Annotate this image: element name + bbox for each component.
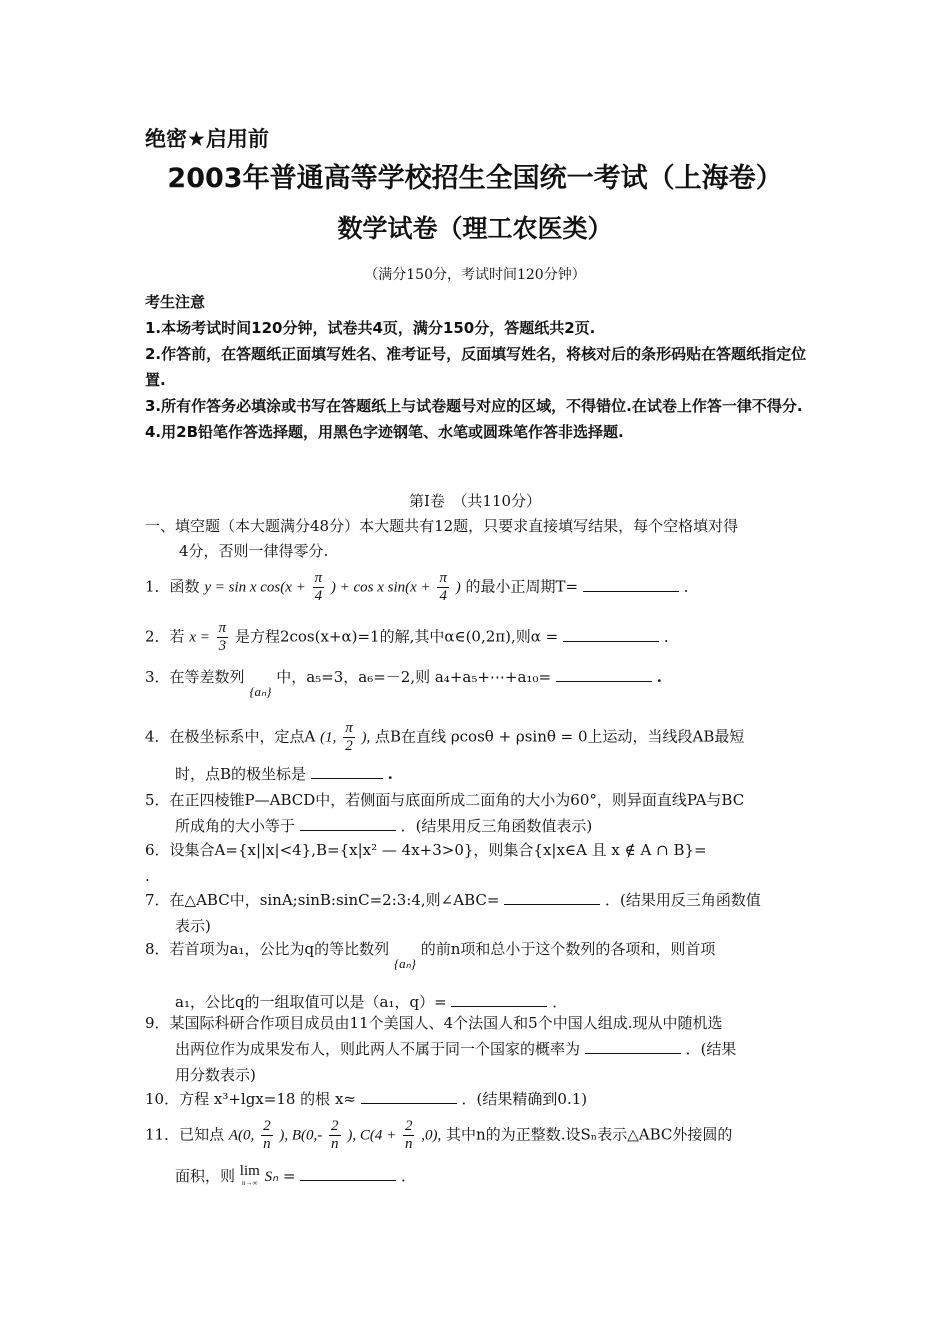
q4-mid: 点B在直线 ρcosθ + ρsinθ = 0上运动，当线段AB最短 bbox=[375, 727, 745, 746]
q7-line1-end: ．(结果用反三角函数值 bbox=[604, 891, 761, 909]
q11-expr: ), C(4 + bbox=[347, 1127, 397, 1144]
answer-blank[interactable] bbox=[300, 814, 396, 831]
q8-line2-text: a₁，公比q的一组取值可以是（a₁，q）= bbox=[175, 993, 447, 1011]
question-9 bbox=[145, 1010, 810, 1088]
answer-blank[interactable] bbox=[583, 575, 679, 592]
q9-line1: 9．某国际科研合作项目成员由11个美国人、4个法国人和5个中国人组成.现从中随机选 bbox=[145, 1014, 723, 1032]
q7-line1 bbox=[145, 887, 810, 913]
notice-item: 2.作答前，在答题纸正面填写姓名、准考证号，反面填写姓名，将核对后的条形码贴在答题纸指定位置. bbox=[145, 345, 807, 389]
question-6 bbox=[145, 837, 810, 889]
numerator: 2 bbox=[263, 1118, 271, 1134]
numerator: π bbox=[345, 720, 353, 736]
denominator: 3 bbox=[218, 638, 227, 654]
fraction bbox=[403, 1118, 415, 1153]
numerator: π bbox=[439, 570, 447, 586]
notice-item: 3.所有作答务必填涂或书写在答题纸上与试卷题号对应的区域，不得错位.在试卷上作答一律不得分. bbox=[145, 397, 803, 415]
numerator: 2 bbox=[331, 1118, 339, 1134]
answer-blank[interactable] bbox=[361, 1087, 457, 1104]
sequence-symbol: {aₙ} bbox=[393, 956, 416, 971]
question-1 bbox=[145, 570, 810, 605]
q4-expr: ), bbox=[361, 729, 371, 746]
denominator: n bbox=[331, 1136, 339, 1152]
question-4 bbox=[145, 720, 810, 787]
q2-end: ． bbox=[663, 627, 679, 646]
section-line: 一、填空题（本大题满分48分）本大题共有12题，只要求直接填写结果，每个空格填对得 bbox=[145, 517, 739, 535]
fraction bbox=[217, 620, 229, 655]
q1-expr: ) bbox=[455, 579, 461, 596]
question-2 bbox=[145, 620, 810, 655]
denominator: n bbox=[263, 1136, 271, 1152]
q11-line2 bbox=[145, 1163, 810, 1190]
q6-line2: . bbox=[145, 867, 150, 885]
q1-post: 的最小正周期T= bbox=[465, 577, 579, 596]
answer-blank[interactable] bbox=[504, 888, 600, 905]
fraction bbox=[437, 570, 449, 605]
question-10 bbox=[145, 1086, 810, 1112]
q11-line1 bbox=[145, 1118, 810, 1153]
q9-line2 bbox=[145, 1036, 810, 1062]
fraction bbox=[313, 570, 325, 605]
answer-blank[interactable] bbox=[563, 625, 659, 642]
q9-line2-end: ．(结果 bbox=[685, 1040, 737, 1058]
q11-end: ． bbox=[401, 1167, 417, 1185]
q8-pre: 8．若首项为a₁，公比为q的等比数列 bbox=[145, 940, 390, 958]
answer-blank[interactable] bbox=[585, 1037, 681, 1054]
answer-blank[interactable] bbox=[311, 762, 383, 779]
q10-pre: 10．方程 x³+lgx=18 的根 x≈ bbox=[145, 1090, 356, 1108]
numerator: π bbox=[314, 570, 323, 586]
q4-end: . bbox=[387, 765, 393, 783]
q11-expr: ), B(0,- bbox=[279, 1127, 323, 1144]
denominator: 4 bbox=[439, 588, 447, 604]
q1-expr: y = sin x cos(x + bbox=[204, 579, 306, 596]
fraction bbox=[329, 1118, 341, 1153]
q8-end: ． bbox=[552, 993, 568, 1011]
notice-item: 4.用2B铅笔作答选择题，用黑色字迹钢笔、水笔或圆珠笔作答非选择题. bbox=[145, 423, 624, 441]
q11-expr: A(0, bbox=[228, 1127, 255, 1144]
question-7 bbox=[145, 887, 810, 939]
section-heading bbox=[145, 514, 810, 564]
denominator: 4 bbox=[314, 588, 323, 604]
numerator: 2 bbox=[404, 1118, 413, 1134]
q4-pre: 4．在极坐标系中，定点A bbox=[145, 727, 316, 746]
notice-block bbox=[145, 289, 810, 445]
fraction bbox=[343, 720, 355, 755]
q7-line2: 表示) bbox=[175, 917, 211, 935]
lim-label: lim bbox=[239, 1163, 260, 1179]
limit-symbol bbox=[240, 1164, 260, 1187]
q5-line2 bbox=[145, 813, 810, 839]
q1-expr: ) + cos x sin(x + bbox=[330, 579, 431, 596]
q4-line2 bbox=[145, 761, 810, 787]
q2-mid: 是方程2cos(x+α)=1的解,其中α∈(0,2π),则α = bbox=[234, 627, 559, 646]
q3-end: . bbox=[656, 668, 662, 686]
sequence-symbol: {aₙ} bbox=[249, 684, 272, 699]
q11-pre: 11．已知点 bbox=[145, 1125, 225, 1144]
answer-blank[interactable] bbox=[556, 665, 652, 682]
numerator: π bbox=[218, 620, 227, 636]
q3-pre: 3．在等差数列 bbox=[145, 668, 245, 686]
q9-line3: 用分数表示) bbox=[175, 1066, 256, 1084]
q9-line2-text: 出两位作为成果发布人，则此两人不属于同一个国家的概率为 bbox=[175, 1040, 581, 1058]
sn-symbol: Sₙ bbox=[264, 1169, 279, 1185]
notice-item: 1.本场考试时间120分钟，试卷共4页，满分150分，答题纸共2页. bbox=[145, 319, 596, 337]
denominator: n bbox=[404, 1136, 413, 1152]
secret-label: 绝密★启用前 bbox=[145, 127, 269, 151]
q6-text: 6．设集合A={x||x|<4},B={x|x² — 4x+3>0}，则集合{x|x∈A 且 x ∉ A ∩ B}= bbox=[145, 841, 707, 859]
answer-blank[interactable] bbox=[451, 990, 547, 1007]
notice-heading: 考生注意 bbox=[145, 293, 206, 311]
q7-line1-text: 7．在△ABC中，sinA;sinB:sinC=2:3:4,则∠ABC= bbox=[145, 891, 500, 909]
equals: = bbox=[282, 1167, 296, 1185]
q11-post: 其中n的为正整数.设Sₙ表示△ABC外接圆的 bbox=[446, 1125, 733, 1144]
q8-line1 bbox=[145, 936, 810, 977]
q2-pre: 2．若 bbox=[145, 627, 185, 646]
question-11 bbox=[145, 1118, 810, 1190]
fraction bbox=[261, 1118, 273, 1153]
question-8 bbox=[145, 936, 810, 1015]
q4-expr: (1, bbox=[320, 729, 337, 746]
question-5 bbox=[145, 787, 810, 839]
score-time: （满分150分，考试时间120分钟） bbox=[364, 267, 586, 283]
exam-title: 2003年普通高等学校招生全国统一考试（上海卷） bbox=[167, 163, 783, 194]
denominator: 2 bbox=[345, 738, 353, 754]
q1-end: ． bbox=[683, 577, 699, 596]
q3-mid: 中，a₅=3，a₆=－2,则 a₄+a₅+⋯+a₁₀= bbox=[276, 668, 552, 686]
q2-expr: x = bbox=[189, 629, 210, 646]
q5-line1: 5．在正四棱锥P—ABCD中，若侧面与底面所成二面角的大小为60°，则异面直线PA与BC bbox=[145, 791, 745, 809]
q1-pre: 1．函数 bbox=[145, 577, 200, 596]
q8-post: 的前n项和总小于这个数列的各项和，则首项 bbox=[420, 940, 716, 958]
q5-end: ．(结果用反三角函数值表示) bbox=[400, 817, 593, 835]
q5-line2-text: 所成角的大小等于 bbox=[175, 817, 296, 835]
lim-subscript: n→∞ bbox=[242, 1179, 258, 1187]
q10-end: ．(结果精确到0.1) bbox=[461, 1090, 588, 1108]
question-3 bbox=[145, 664, 810, 705]
section-line: 4分，否则一律得零分. bbox=[179, 542, 329, 560]
answer-blank[interactable] bbox=[300, 1164, 396, 1181]
q4-line1 bbox=[145, 720, 810, 755]
q11-expr: ,0), bbox=[421, 1127, 442, 1144]
q11-line2-text: 面积，则 bbox=[175, 1167, 236, 1185]
exam-subtitle: 数学试卷（理工农医类） bbox=[337, 214, 613, 243]
part-heading: 第Ⅰ卷 （共110分） bbox=[408, 492, 542, 510]
q4-line2-text: 时，点B的极坐标是 bbox=[175, 765, 307, 783]
